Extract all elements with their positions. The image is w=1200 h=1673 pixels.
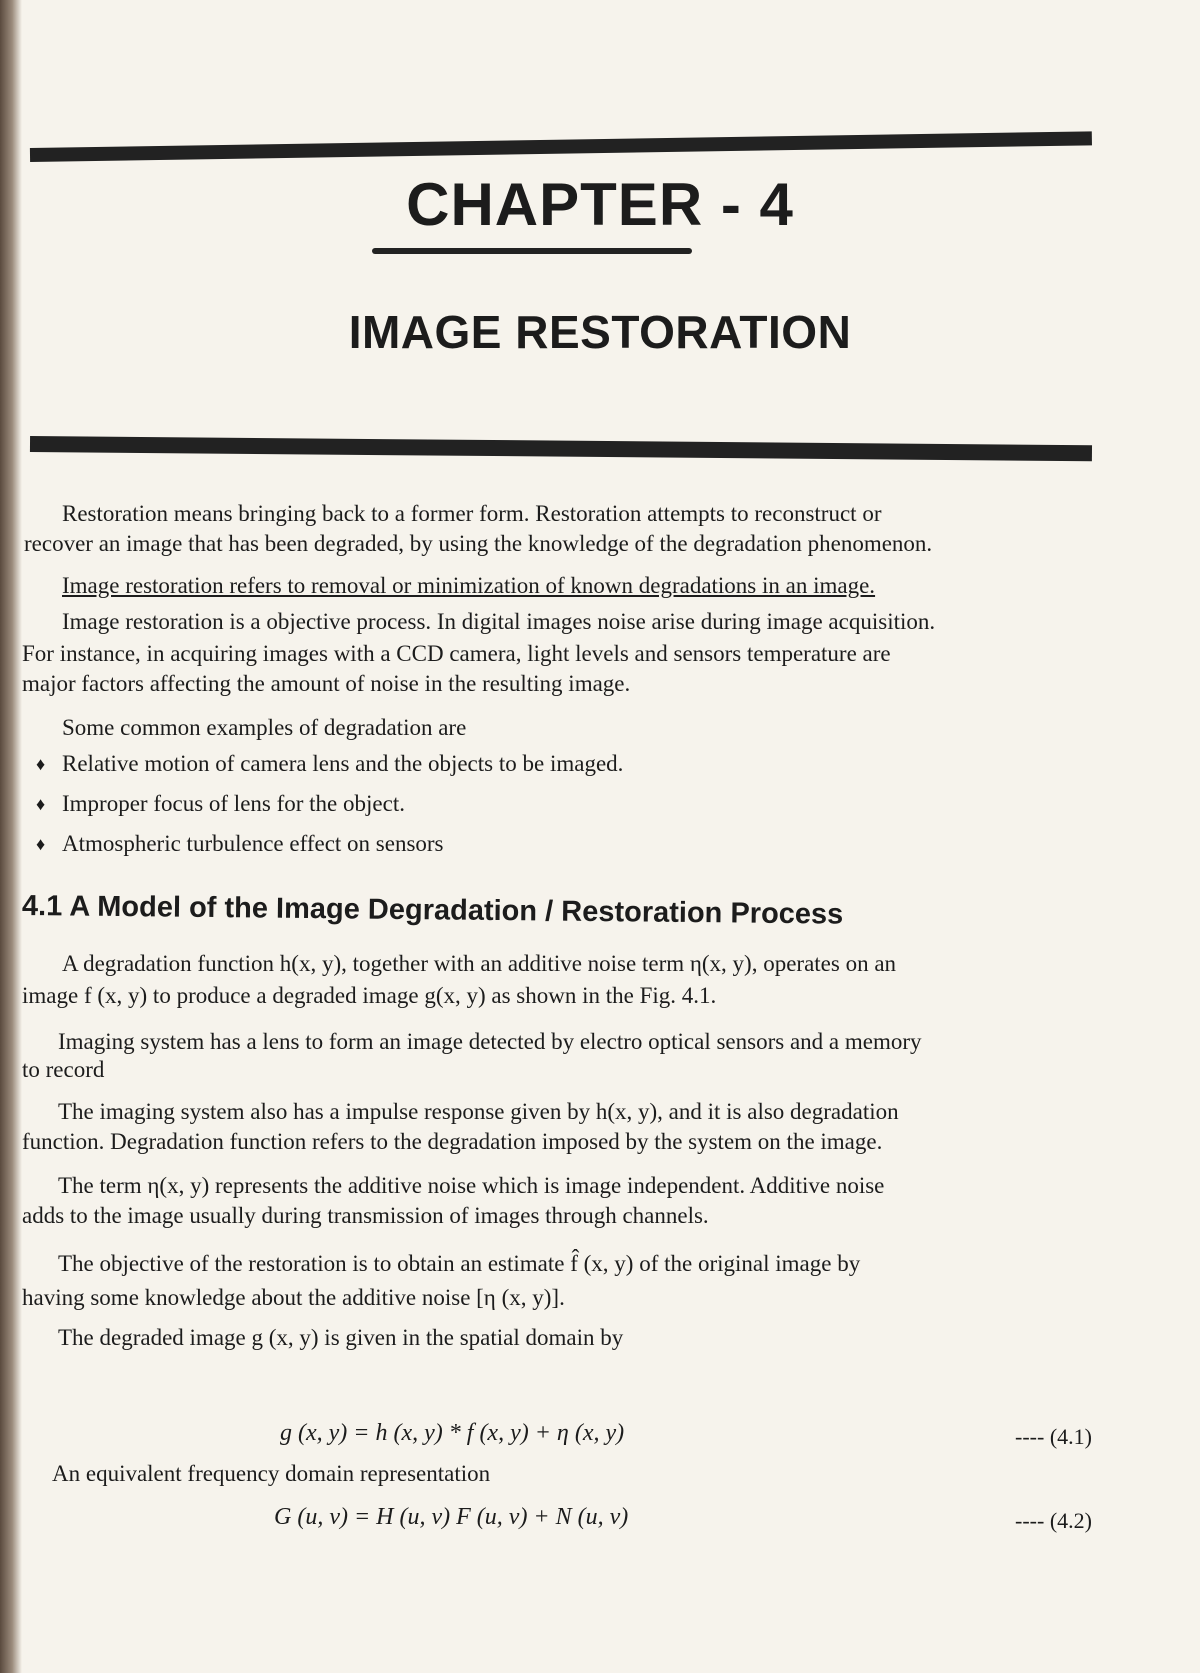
bullet-icon: ♦ — [36, 794, 46, 814]
intro-line: recover an image that has been degraded, by using the knowledge of the degradation phenomenon. — [24, 531, 933, 556]
chapter-heading: CHAPTER - 4 — [406, 171, 794, 238]
body-line: having some knowledge about the additive noise [η (x, y)]. — [22, 1285, 565, 1310]
chapter-title: IMAGE RESTORATION — [348, 306, 852, 358]
body-line: adds to the image usually during transmission of images through channels. — [22, 1203, 709, 1228]
chapter-underline — [372, 248, 692, 254]
body-line: An equivalent frequency domain representation — [52, 1461, 491, 1486]
intro-line: Some common examples of degradation are — [62, 715, 467, 740]
bullet-icon: ♦ — [36, 834, 46, 854]
bullet-item: Relative motion of camera lens and the objects to be imaged. — [62, 751, 624, 776]
body-line: The term η(x, y) represents the additive noise which is image independent. Additive noise — [58, 1173, 885, 1198]
body-line: The objective of the restoration is to obtain an estimate f̂ (x, y) of the original image by — [58, 1251, 861, 1276]
intro-line: For instance, in acquiring images with a CCD camera, light levels and sensors temperature are — [22, 641, 891, 666]
body-line: A degradation function h(x, y), together with an additive noise term η(x, y), operates on an — [62, 951, 897, 976]
body-line: function. Degradation function refers to the degradation imposed by the system on the image. — [22, 1129, 883, 1154]
body-line: image f (x, y) to produce a degraded image g(x, y) as shown in the Fig. 4.1. — [22, 983, 717, 1008]
equation-number: ---- (4.1) — [1015, 1424, 1092, 1449]
book-spine-shadow — [0, 0, 22, 1673]
body-line: The degraded image g (x, y) is given in the spatial domain by — [58, 1325, 624, 1350]
equation-spatial: g (x, y) = h (x, y) * f (x, y) + η (x, y) — [280, 1420, 625, 1446]
section-heading: 4.1 A Model of the Image Degradation / Restoration Process — [21, 890, 844, 931]
intro-line: Restoration means bringing back to a former form. Restoration attempts to reconstruct or — [62, 501, 882, 526]
body-line: The imaging system also has a impulse response given by h(x, y), and it is also degradation — [58, 1099, 899, 1124]
intro-line: Image restoration is a objective process. In digital images noise arise during image acquisition. — [62, 609, 936, 634]
intro-line: Image restoration refers to removal or minimization of known degradations in an image. — [62, 573, 876, 598]
bullet-icon: ♦ — [36, 754, 46, 774]
body-line: to record — [22, 1057, 105, 1082]
top-rule — [30, 131, 1092, 162]
bullet-item: Atmospheric turbulence effect on sensors — [62, 831, 444, 856]
body-line: Imaging system has a lens to form an image detected by electro optical sensors and a memory — [58, 1029, 922, 1054]
bullet-item: Improper focus of lens for the object. — [62, 791, 405, 816]
equation-frequency: G (u, v) = H (u, v) F (u, v) + N (u, v) — [274, 1504, 629, 1530]
intro-line: major factors affecting the amount of noise in the resulting image. — [22, 671, 631, 696]
bottom-rule — [30, 436, 1092, 461]
equation-number: ---- (4.2) — [1015, 1508, 1092, 1533]
